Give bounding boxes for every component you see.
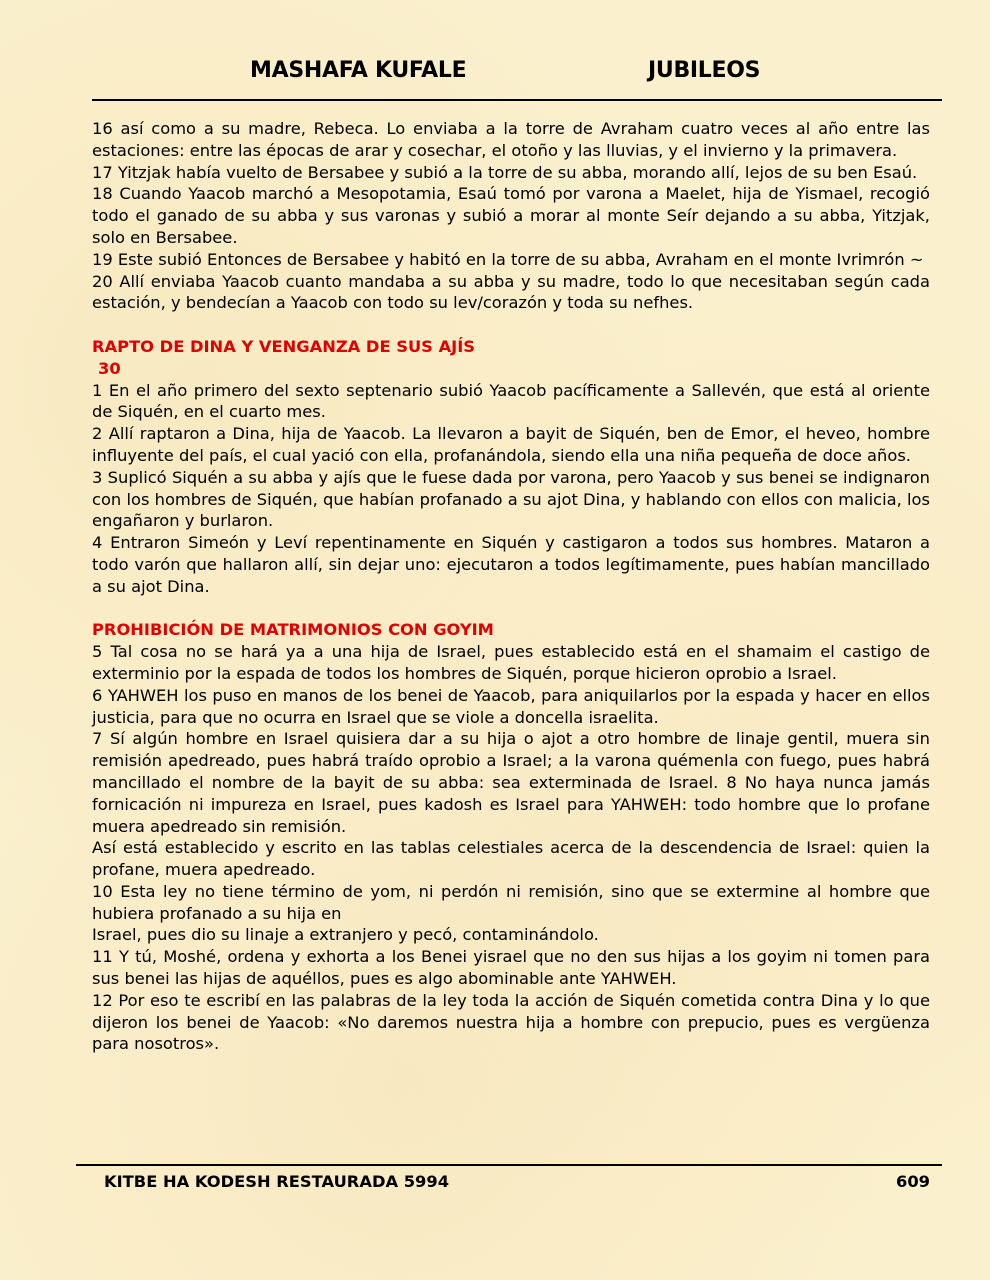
verse-paragraph: 2 Allí raptaron a Dina, hija de Yaacob. La llevaron a bayit de Siquén, ben de Emor, el heveo, hombre influyente del país, el cual yació con ella, profanándola, siendo ella una niña pequeña de doce años.: [92, 424, 930, 465]
verse-paragraph: 1 En el año primero del sexto septenario subió Yaacob pacíficamente a Sallevén, que está al oriente de Siquén, en el cuarto mes.: [92, 380, 930, 422]
header-rule: [92, 99, 942, 101]
page-header: [0, 58, 990, 92]
verse-paragraph: 18 Cuando Yaacob marchó a Mesopotamia, Esaú tomó por varona a Maelet, hija de Yismael, recogió todo el ganado de su abba y sus varonas y subió a morar al monte Seír dejando a su abba, Yitzjak, solo en Bersabee.: [92, 184, 930, 247]
verse-paragraph: Israel, pues dio su linaje a extranjero y pecó, contaminándolo.: [92, 925, 599, 945]
header-book-subtitle: JUBILEOS: [648, 58, 761, 83]
footer-title: KITBE HA KODESH RESTAURADA 5994: [104, 1172, 450, 1191]
section-heading: RAPTO DE DINA Y VENGANZA DE SUS AJÍS: [92, 336, 476, 356]
verse-paragraph: Así está establecido y escrito en las tablas celestiales acerca de la descendencia de Israel: quien la profane, muera apedreado.: [92, 838, 930, 880]
verse-paragraph: 11 Y tú, Moshé, ordena y exhorta a los Benei yisrael que no den sus hijas a los goyim ni tomen para sus benei las hijas de aquéllos, pues es algo abominable ante YAHWEH.: [92, 947, 930, 989]
verse-paragraph: 20 Allí enviaba Yaacob cuanto mandaba a su abba y su madre, todo lo que necesitaban según cada estación, y bendecían a Yaacob con todo su lev/corazón y toda su nefhes.: [92, 271, 930, 313]
header-book-title: MASHAFA KUFALE: [250, 58, 467, 83]
verse-paragraph: 12 Por eso te escribí en las palabras de la ley toda la acción de Siquén cometida contra Dina y lo que dijeron los benei de Yaacob: «No daremos nuestra hija a hombre con prepucio, pues es vergüenza para nosotros».: [92, 990, 930, 1054]
verse-paragraph: 4 Entraron Simeón y Leví repentinamente en Siquén y castigaron a todos sus hombres. Mataron a todo varón que hallaron allí, sin dejar uno: ejecutaron a todos legítimamente, pues habían mancillado a su ajot Dina.: [92, 533, 930, 596]
spacer: [92, 598, 930, 620]
verse-paragraph: 17 Yitzjak había vuelto de Bersabee y subió a la torre de su abba, morando allí, lejos de su ben Esaú.: [92, 162, 918, 182]
page-footer: [104, 1172, 930, 1191]
verse-paragraph: 6 YAHWEH los puso en manos de los benei de Yaacob, para aniquilarlos por la espada y hacer en ellos justicia, para que no ocurra en Israel que se viole a doncella israelita.: [92, 685, 930, 727]
page-number: 609: [896, 1172, 930, 1191]
verse-paragraph: 5 Tal cosa no se hará ya a una hija de Israel, pues establecido está en el shamaim el castigo de exterminio por la espada de todos los hombres de Siquén, porque hicieron oprobio a Israel.: [92, 642, 930, 683]
verse-paragraph: 7 Sí algún hombre en Israel quisiera dar a su hija o ajot a otro hombre de linaje gentil, muera sin remisión apedreado, pues habrá traído oprobio a Israel; a la varona quémenla con fuego, pues habrá mancillado el nombre de la bayit de su abba: sea exterminada de Israel. 8 No haya nunca jamás fornicación ni impureza en Israel, pues kadosh es Israel para YAHWEH: todo hombre que lo profane muera apedreado sin remisión.: [92, 729, 930, 836]
chapter-number: 30: [98, 358, 121, 378]
verse-paragraph: 19 Este subió Entonces de Bersabee y habitó en la torre de su abba, Avraham en el monte Ivrimrón ~: [92, 249, 924, 269]
spacer: [92, 314, 930, 336]
section-heading: PROHIBICIÓN DE MATRIMONIOS CON GOYIM: [92, 620, 494, 640]
verse-paragraph: 16 así como a su madre, Rebeca. Lo enviaba a la torre de Avraham cuatro veces al año entre las estaciones: entre las épocas de arar y cosechar, el otoño y las lluvias, y el invierno y la primavera.: [92, 119, 930, 160]
verse-paragraph: 3 Suplicó Siquén a su abba y ajís que le fuese dada por varona, pero Yaacob y sus benei se indignaron con los hombres de Siquén, que habían profanado a su ajot Dina, y hablando con ellos con malicia, los engañaron y burlaron.: [92, 467, 930, 531]
verse-paragraph: 10 Esta ley no tiene término de yom, ni perdón ni remisión, sino que se extermine al hombre que hubiera profanado a su hija en: [92, 881, 930, 923]
footer-rule: [76, 1164, 942, 1166]
page-body: [92, 118, 930, 1055]
